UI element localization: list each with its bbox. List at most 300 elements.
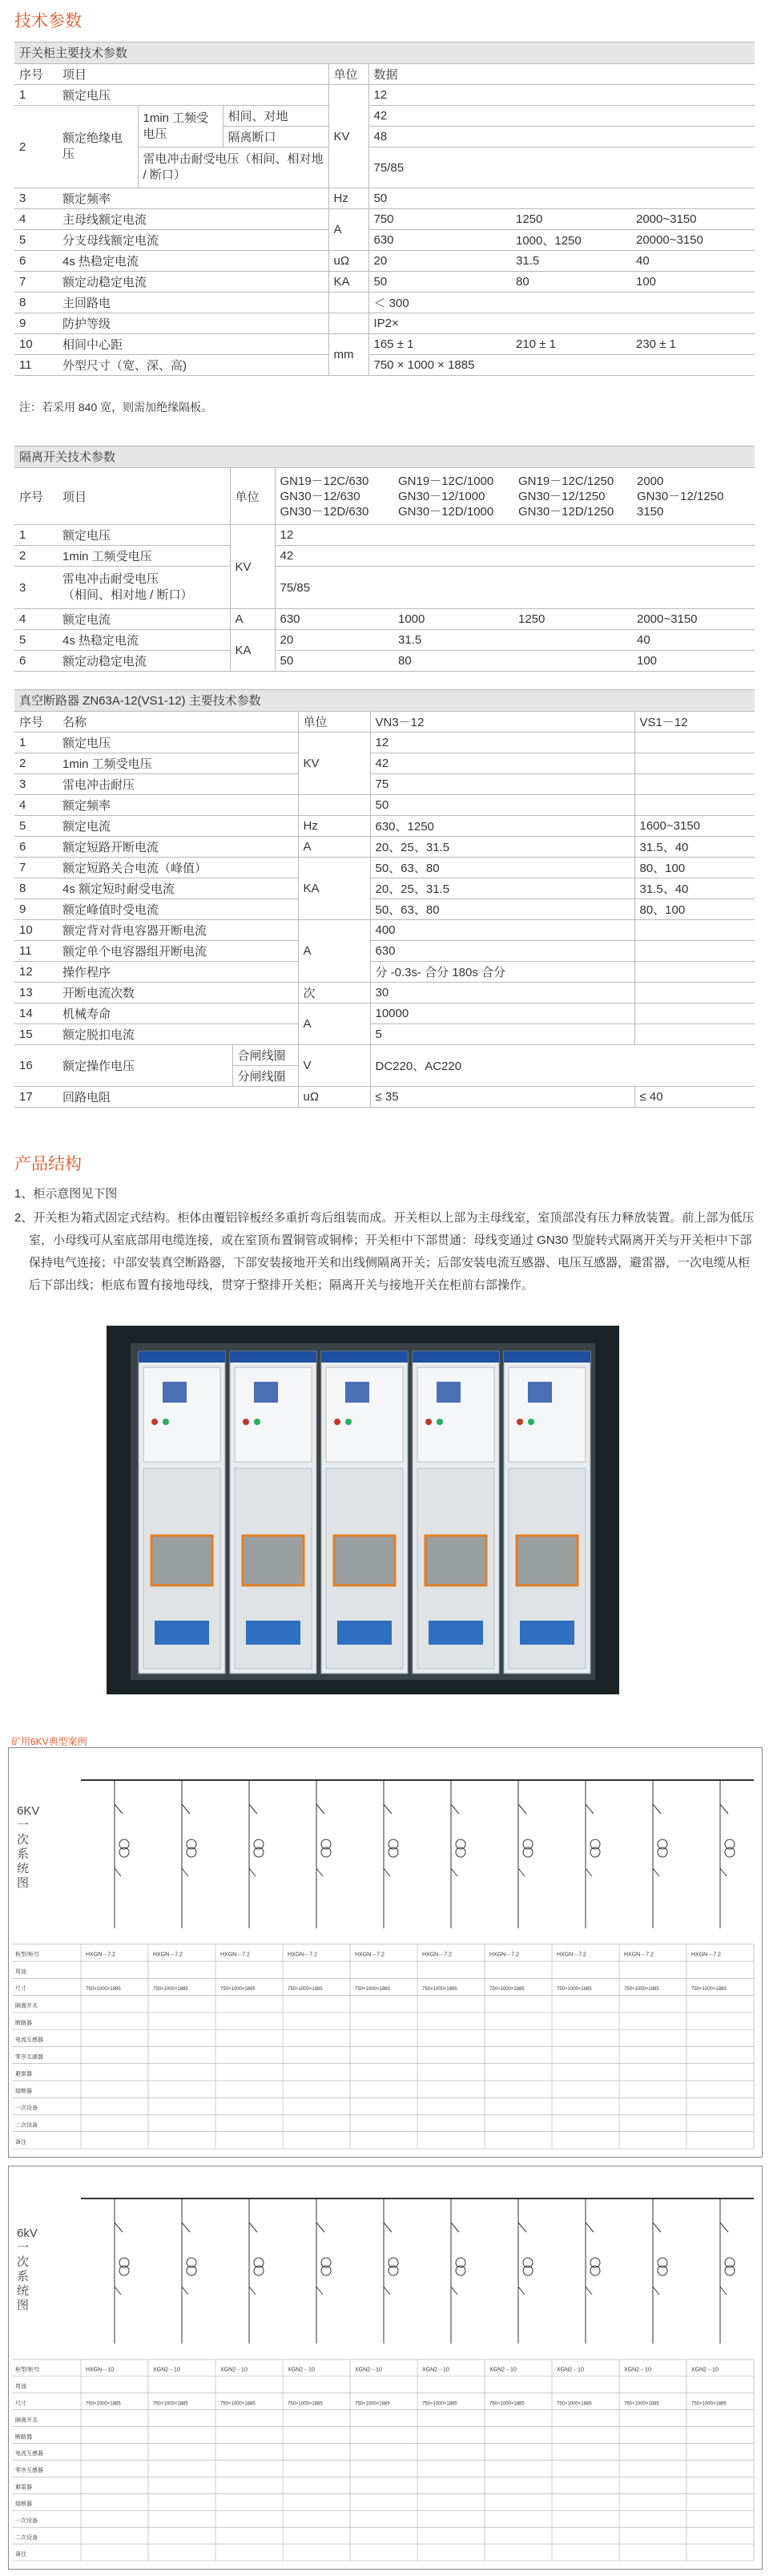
cell: 10	[14, 334, 58, 355]
switch-symbol	[249, 1804, 257, 1814]
structure-point-1: 1、柜示意图见下图	[14, 1187, 118, 1201]
cell: 8	[14, 878, 58, 899]
cell: 12	[368, 85, 755, 106]
switch-symbol	[249, 2223, 257, 2232]
cabinet-type: XGN2－10	[220, 2367, 248, 2373]
switch-symbol	[518, 2287, 525, 2295]
row-label: 用途	[15, 2384, 26, 2390]
switch-symbol	[182, 1868, 188, 1876]
switch-symbol	[586, 1804, 594, 1814]
cell	[634, 941, 755, 962]
unit-cell: KA	[230, 630, 275, 672]
cell: 4	[14, 209, 58, 230]
unit-cell: KA	[328, 272, 368, 293]
cell: 50	[370, 795, 634, 816]
cell: 31.5	[511, 251, 631, 272]
cabinet-dims: 750×1000×1885	[86, 2401, 121, 2407]
cell: 17	[14, 1087, 58, 1108]
unit-cell: uΩ	[328, 251, 368, 272]
indicator-lamp	[425, 1419, 432, 1425]
cell: 雷电冲击耐受电压（相间、相对地 / 断口）	[138, 147, 328, 188]
switch-symbol	[182, 2287, 188, 2295]
cell: 1min 工频受电压	[58, 753, 298, 774]
meter	[254, 1382, 278, 1403]
cable-window	[337, 1621, 392, 1645]
cell: 80	[511, 272, 631, 293]
cell: 1	[14, 525, 58, 546]
diagram-2-label: 6kV 一 次 系 统 图	[17, 2227, 38, 2312]
indicator-lamp	[254, 1419, 260, 1425]
cell: 20、25、31.5	[370, 878, 634, 899]
table-row	[14, 546, 755, 567]
switch-symbol	[451, 1868, 457, 1876]
row-label: 尺寸	[15, 1986, 26, 1993]
isolator-param-table	[14, 468, 755, 672]
cell: ＜ 300	[368, 293, 755, 313]
cell: 额定短路关合电流（峰值）	[58, 858, 298, 878]
cell: 1min 工频受电压	[138, 106, 223, 147]
cell: 额定脱扣电流	[58, 1024, 298, 1045]
cell: 外型尺寸（宽、深、高)	[58, 355, 328, 376]
cell: 6	[14, 251, 58, 272]
cell: 5	[370, 1024, 634, 1045]
section-title-structure: 产品结构	[14, 1155, 82, 1173]
cell: 3	[14, 188, 58, 209]
unit-cell: Hz	[328, 188, 368, 209]
cell: 额定动稳定电流	[58, 651, 230, 672]
cabinet-type: XGN2－10	[288, 2367, 315, 2373]
switch-symbol	[182, 1804, 190, 1814]
cell: 隔离断口	[223, 127, 328, 147]
cell: 合闸线圈	[232, 1045, 298, 1066]
cell: 20、25、31.5	[370, 837, 634, 858]
cell: 230 ± 1	[631, 334, 755, 355]
cell: 雷电冲击耐压	[58, 774, 298, 795]
cell	[634, 753, 755, 774]
switch-symbol	[586, 2223, 594, 2232]
cell: 额定电流	[58, 609, 230, 630]
switch-symbol	[518, 1804, 526, 1814]
cabinet-type: XGN2－10	[355, 2367, 382, 2373]
cabinet-type: HXGN－7.2	[86, 1952, 115, 1958]
indicator-lamp	[334, 1419, 340, 1425]
structure-point-2: 2、开关柜为箱式固定式结构。柜体由覆铝锌板经多重折弯后组装而成。开关柜以上部为主母线室，室顶部没有压力释放装置。前上部为低压室，小母线可从室底部用电缆连接，或在室顶布置铜管或铜棒；开关柜中下部贯通：母线变通过 GN30 型旋转式隔离开关与开关柜中下部保持电气连接；中部安装真空断路器，下部安装接地开关和出线侧隔离开关；后部安装电流互感器、电压互感器，避雷器，一次电缆从柜后下部出线；柜底布置有接地母线，贯穿于整排开关柜；隔离开关与接地开关在柜前右部操作。	[14, 1211, 755, 1292]
row-label: 零序互感器	[15, 2054, 43, 2061]
switch-symbol	[586, 2287, 592, 2295]
cell: 6	[14, 837, 58, 858]
cell: 1600~3150	[634, 816, 755, 837]
cell: 额定电压	[58, 525, 230, 546]
cell: 80、100	[634, 858, 755, 878]
cell: 额定操作电压	[58, 1045, 232, 1087]
cell: 6	[14, 651, 58, 672]
cell	[634, 920, 755, 941]
cell: 主母线额定电流	[58, 209, 328, 230]
cell: 7	[14, 858, 58, 878]
cell: 40	[632, 630, 755, 651]
cell: 回路电阻	[58, 1087, 298, 1108]
cell: 16	[14, 1045, 58, 1087]
table-row	[14, 1024, 755, 1045]
cell: 3	[14, 567, 58, 609]
indicator-lamp	[163, 1419, 169, 1425]
cell: 31.5、40	[634, 878, 755, 899]
table-row	[14, 525, 755, 546]
cell: 8	[14, 293, 58, 313]
cell: 相间、对地	[223, 106, 328, 127]
cabinet-type: XGN2－10	[691, 2367, 719, 2373]
cell: 1250	[511, 209, 631, 230]
cell: 400	[370, 920, 634, 941]
table-row	[14, 920, 755, 941]
cabinet-type: XGN2－10	[624, 2367, 651, 2373]
unit-cell: uΩ	[298, 1087, 370, 1108]
header-cell: 数据	[368, 64, 755, 85]
table-row	[14, 567, 755, 609]
cell: 12	[275, 525, 755, 546]
row-label: 电流互感器	[15, 2451, 43, 2457]
cell: 75/85	[368, 147, 755, 188]
cell: 分 -0.3s- 合分 180s 合分	[370, 962, 634, 983]
cabinet-dims: 750×1000×1885	[220, 2401, 256, 2407]
row-label: 熔断器	[15, 2501, 32, 2507]
switch-symbol	[720, 1868, 727, 1876]
switch-symbol	[384, 1868, 390, 1876]
unit-cell: mm	[328, 334, 368, 376]
section-title-tech: 技术参数	[14, 12, 82, 30]
cell: 额定背对背电容器开断电流	[58, 920, 298, 941]
cabinet-dims: 750×1000×1885	[153, 1987, 188, 1993]
row-label: 断路器	[15, 2434, 32, 2441]
cell: 42	[370, 753, 634, 774]
table-row	[14, 1045, 755, 1066]
unit-cell: KV	[298, 733, 370, 795]
cable-window	[155, 1621, 209, 1645]
cell: 20000~3150	[631, 230, 755, 251]
row-label: 柜型/柜号	[15, 2367, 39, 2373]
cell: 15	[14, 1024, 58, 1045]
cell: 50	[368, 272, 511, 293]
cell: 13	[14, 983, 58, 1003]
cell: 50	[275, 651, 393, 672]
cell: 5	[14, 630, 58, 651]
table-row	[14, 188, 755, 209]
cell: 1	[14, 85, 58, 106]
cabinet-nameplate	[504, 1351, 590, 1363]
switch-symbol	[586, 1868, 592, 1876]
cell: 630、1250	[370, 816, 634, 837]
cabinet-nameplate	[230, 1351, 316, 1363]
cabinet-type: HXGN－7.2	[422, 1952, 452, 1958]
cabinet-type: HXGN－10	[86, 2367, 115, 2373]
cell: 80、100	[634, 899, 755, 920]
cabinet-dims: 750×1000×1885	[288, 2401, 323, 2407]
cell: 20	[275, 630, 393, 651]
model-cell: GN19－12C/630 GN30－12/630 GN30－12D/630	[275, 468, 393, 525]
table-row	[14, 962, 755, 983]
cell: 防护等级	[58, 313, 328, 334]
cell: 4s 热稳定电流	[58, 251, 328, 272]
cell: 额定短路开断电流	[58, 837, 298, 858]
relay-panel	[235, 1367, 312, 1462]
table-row	[14, 941, 755, 962]
cell: 2	[14, 546, 58, 567]
model-cell: GN19－12C/1250 GN30－12/1250 GN30－12D/1250	[513, 468, 632, 525]
unit-cell: Hz	[298, 816, 370, 837]
header-cell: 单位	[230, 468, 275, 525]
table-row	[14, 774, 755, 795]
cell: 630	[370, 941, 634, 962]
unit-cell	[328, 293, 368, 313]
table-row	[14, 651, 755, 672]
cell: 11	[14, 941, 58, 962]
cabinet-nameplate	[321, 1351, 408, 1363]
cabinet-dims: 750×1000×1885	[422, 2401, 457, 2407]
cell: 210 ± 1	[511, 334, 631, 355]
header-cell: 序号	[14, 64, 58, 85]
cabinet-dims: 750×1000×1885	[557, 2401, 592, 2407]
header-cell: 项目	[58, 64, 328, 85]
cell: 2	[14, 106, 58, 188]
cell: 48	[368, 127, 755, 147]
table1-note: 注：若采用 840 宽，则需加绝缘隔板。	[19, 401, 213, 414]
cell: 750	[368, 209, 511, 230]
cell: 额定电压	[58, 85, 328, 106]
cell: 额定峰值时受电流	[58, 899, 298, 920]
switchgear-photo	[107, 1326, 619, 1694]
switch-symbol	[451, 1804, 459, 1814]
switch-symbol	[653, 1804, 661, 1814]
cabinet-dims: 750×1000×1885	[220, 1987, 256, 1993]
table-row	[14, 733, 755, 753]
table-row	[14, 983, 755, 1003]
relay-panel	[326, 1367, 403, 1462]
cabinet-type: HXGN－7.2	[220, 1952, 250, 1958]
switch-symbol	[451, 2223, 459, 2232]
cabinet-type: XGN2－10	[422, 2367, 449, 2373]
unit-cell: A	[328, 209, 368, 251]
cell: 1000、1250	[511, 230, 631, 251]
cell: 630	[275, 609, 393, 630]
cell: 4s 热稳定电流	[58, 630, 230, 651]
table1-caption: 开关柜主要技术参数	[14, 42, 755, 64]
cabinet-dims: 750×1000×1885	[355, 1987, 390, 1993]
unit-cell: 次	[298, 983, 370, 1003]
cell: 11	[14, 355, 58, 376]
table-row	[14, 837, 755, 858]
header-cell: 项目	[58, 468, 230, 525]
cabinet-type: XGN2－10	[557, 2367, 584, 2373]
table-header	[14, 468, 755, 525]
meter	[528, 1382, 552, 1403]
switch-symbol	[115, 2287, 121, 2295]
switch-symbol	[518, 1868, 525, 1876]
diagram-2	[8, 2166, 763, 2570]
inspection-window	[243, 1536, 304, 1585]
relay-panel	[143, 1367, 220, 1462]
header-cell: 单位	[328, 64, 368, 85]
indicator-lamp	[243, 1419, 249, 1425]
cell: 4	[14, 795, 58, 816]
cabinet-type: HXGN－7.2	[557, 1952, 586, 1958]
cell: 75/85	[275, 567, 755, 609]
cell	[634, 1003, 755, 1024]
unit-cell: A	[298, 1003, 370, 1045]
switch-symbol	[249, 2287, 256, 2295]
unit-cell	[328, 313, 368, 334]
unit-cell: KV	[328, 85, 368, 188]
cell: 5	[14, 230, 58, 251]
cell: 额定电压	[58, 733, 298, 753]
unit-cell: A	[298, 837, 370, 858]
cell: 12	[14, 962, 58, 983]
table-row	[14, 899, 755, 920]
header-cell: 序号	[14, 712, 58, 733]
meter	[437, 1382, 461, 1403]
cabinet-type: XGN2－10	[489, 2367, 517, 2373]
cell: 7	[14, 272, 58, 293]
indicator-lamp	[528, 1419, 534, 1425]
switch-symbol	[249, 1868, 256, 1876]
row-label: 尺寸	[15, 2400, 26, 2407]
switch-symbol	[115, 1868, 121, 1876]
cell: 4s 额定短时耐受电流	[58, 878, 298, 899]
cell: 1250	[513, 609, 632, 630]
cell: 额定绝缘电压	[58, 106, 138, 188]
switch-symbol	[451, 2287, 457, 2295]
switch-symbol	[518, 2223, 526, 2232]
row-label: 隔离开关	[15, 2003, 38, 2009]
cell: 30	[370, 983, 634, 1003]
cell	[634, 795, 755, 816]
cell	[634, 733, 755, 753]
cabinet-type: HXGN－7.2	[153, 1952, 183, 1958]
cell: 40	[631, 251, 755, 272]
table-header	[14, 712, 755, 733]
cell: 相间中心距	[58, 334, 328, 355]
cell: 12	[370, 733, 634, 753]
switch-symbol	[653, 2287, 659, 2295]
cabinet-type: HXGN－7.2	[288, 1952, 317, 1958]
table-row	[14, 85, 755, 106]
cell: 31.5、40	[634, 837, 755, 858]
inspection-window	[517, 1536, 578, 1585]
cell: 2000~3150	[632, 609, 755, 630]
table-row	[14, 816, 755, 837]
table-row	[14, 251, 755, 272]
cabinet-nameplate	[139, 1351, 225, 1363]
cell: 9	[14, 313, 58, 334]
switch-symbol	[316, 2223, 324, 2232]
cell: 额定动稳定电流	[58, 272, 328, 293]
cell: 主回路电	[58, 293, 328, 313]
switch-symbol	[384, 2223, 392, 2232]
table-row	[14, 334, 755, 355]
table-row	[14, 753, 755, 774]
indicator-lamp	[437, 1419, 443, 1425]
switch-symbol	[115, 1804, 123, 1814]
relay-panel	[417, 1367, 494, 1462]
cell: 操作程序	[58, 962, 298, 983]
row-label: 备注	[15, 2139, 26, 2146]
cell: 42	[368, 106, 755, 127]
cell: 10	[14, 920, 58, 941]
cell: ≤ 35	[370, 1087, 634, 1108]
header-cell: 名称	[58, 712, 298, 733]
cell: 10000	[370, 1003, 634, 1024]
single-line-diagram-2	[9, 2166, 762, 2569]
single-line-diagram-1	[9, 1748, 762, 2157]
table-row	[14, 209, 755, 230]
row-label: 二次设备	[15, 2122, 38, 2129]
unit-cell: KV	[230, 525, 275, 609]
diagram-1	[8, 1747, 763, 2158]
cell: 1min 工频受电压	[58, 546, 230, 567]
cabinet-type: HXGN－7.2	[355, 1952, 384, 1958]
cell: 2	[14, 753, 58, 774]
table3-caption: 真空断路器 ZN63A-12(VS1-12) 主要技术参数	[14, 689, 755, 712]
switch-symbol	[720, 2287, 727, 2295]
cell: 750 × 1000 × 1885	[368, 355, 755, 376]
header-cell: 序号	[14, 468, 58, 525]
cabinet-dims: 750×1000×1885	[691, 2401, 727, 2407]
switchgear-param-table	[14, 64, 755, 376]
cell: 100	[631, 272, 755, 293]
cell: 80	[393, 651, 632, 672]
cell: 75	[370, 774, 634, 795]
cell: 165 ± 1	[368, 334, 511, 355]
cabinet-type: HXGN－7.2	[624, 1952, 654, 1958]
cell: 雷电冲击耐受电压 （相间、相对地 / 断口）	[58, 567, 230, 609]
cell: 3	[14, 774, 58, 795]
cabinet-dims: 750×1000×1885	[489, 2401, 525, 2407]
unit-cell: A	[230, 609, 275, 630]
cabinet-type: XGN2－10	[153, 2367, 180, 2373]
switch-symbol	[384, 1804, 392, 1814]
cell: 100	[632, 651, 755, 672]
row-label: 断路器	[15, 2020, 32, 2026]
cell: 50	[368, 188, 755, 209]
row-label: 备注	[15, 2551, 26, 2558]
table-row	[14, 293, 755, 313]
cell: 42	[275, 546, 755, 567]
cable-window	[429, 1621, 483, 1645]
header-cell: VS1－12	[634, 712, 755, 733]
table-row	[14, 795, 755, 816]
header-cell: 单位	[298, 712, 370, 733]
cell: DC220、AC220	[370, 1045, 755, 1087]
cabinet-dims: 750×1000×1885	[624, 2401, 659, 2407]
table-row	[14, 609, 755, 630]
cell: 630	[368, 230, 511, 251]
row-label: 电流互感器	[15, 2037, 43, 2044]
inspection-window	[151, 1536, 212, 1585]
switchgear-illustration	[107, 1326, 619, 1694]
cell: 20	[368, 251, 511, 272]
cabinet-dims: 750×1000×1885	[691, 1987, 727, 1993]
unit-cell	[298, 795, 370, 816]
cell: 50、63、80	[370, 899, 634, 920]
table-row	[14, 630, 755, 651]
row-label: 柜型/柜号	[15, 1952, 39, 1958]
cell: 分支母线额定电流	[58, 230, 328, 251]
cell: 1	[14, 733, 58, 753]
switch-symbol	[316, 2287, 323, 2295]
cell	[634, 774, 755, 795]
row-label: 避雷器	[15, 2485, 32, 2491]
cell	[634, 1024, 755, 1045]
cabinet-type: HXGN－7.2	[489, 1952, 519, 1958]
